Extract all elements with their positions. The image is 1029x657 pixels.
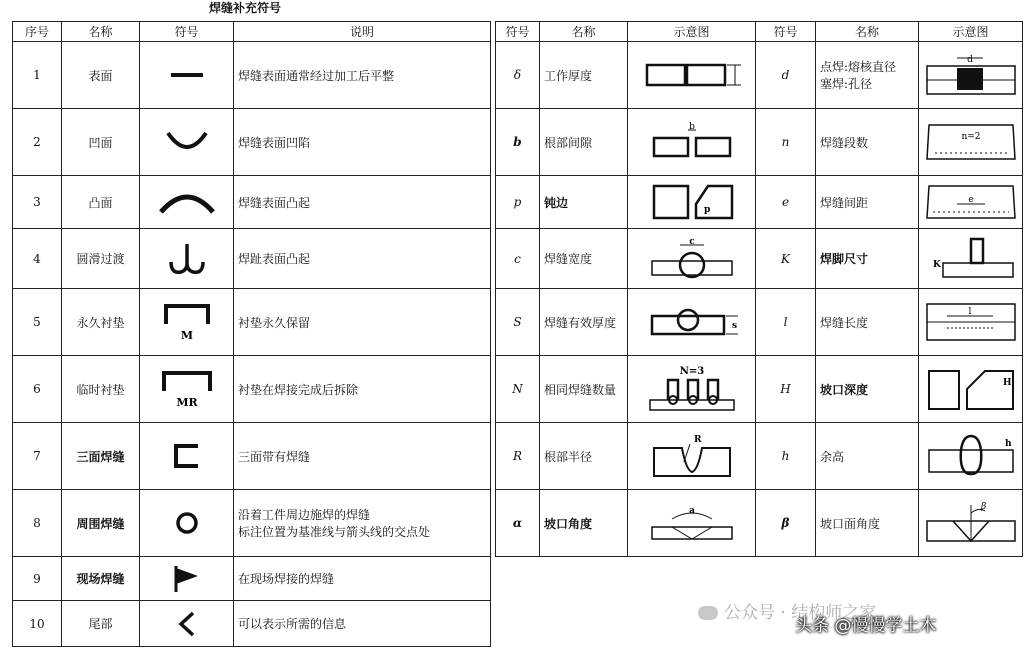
header-desc: 说明: [234, 22, 491, 42]
table-row: [496, 289, 1023, 356]
smooth-transition-icon: [140, 229, 234, 289]
header-symbol: 符号: [140, 22, 234, 42]
segment-count-diagram-icon: [919, 109, 1023, 176]
flag-icon: [140, 557, 234, 601]
symbol-cell: b: [496, 109, 540, 176]
backing-label-mr: MR: [175, 396, 198, 409]
name-cell: 余高: [816, 423, 919, 490]
table-row: [496, 490, 1023, 557]
row-desc-line2: 标注位置为基准线与箭头线的交点处: [238, 525, 431, 539]
name-cell: 坡口面角度: [816, 490, 919, 557]
header-figure: 示意图: [628, 22, 756, 42]
row-name: 凸面: [62, 176, 140, 229]
symbol-cell: H: [756, 356, 816, 423]
root-radius-diagram-icon: [628, 423, 756, 490]
name-line2: 塞焊:孔径: [820, 77, 873, 91]
name-cell: 焊缝有效厚度: [540, 289, 628, 356]
watermark-toutiao: 头条 @慢慢学土木: [795, 616, 937, 636]
name-cell: 焊脚尺寸: [816, 229, 919, 289]
bevel-angle-diagram-icon: [919, 490, 1023, 557]
row-desc: 三面带有焊缝: [234, 423, 491, 490]
page-title: 焊缝补充符号: [208, 1, 281, 15]
symbol-cell: e: [756, 176, 816, 229]
table-row: [13, 356, 491, 423]
table-row: [13, 490, 491, 557]
reinforcement-diagram-icon: [919, 423, 1023, 490]
row-no: 5: [13, 289, 62, 356]
symbol-cell: n: [756, 109, 816, 176]
table-row: [13, 109, 491, 176]
name-cell: 焊缝宽度: [540, 229, 628, 289]
row-desc: [234, 490, 491, 557]
fig-label: s: [731, 321, 737, 331]
name-cell: 根部间隙: [540, 109, 628, 176]
circle-icon: [140, 490, 234, 557]
symbol-cell: R: [496, 423, 540, 490]
root-gap-diagram-icon: [628, 109, 756, 176]
fig-label: a: [688, 506, 695, 516]
symbol-cell: α: [496, 490, 540, 557]
table-row: [496, 423, 1023, 490]
name-cell: [816, 42, 919, 109]
symbol-cell: h: [756, 423, 816, 490]
symbol-cell: p: [496, 176, 540, 229]
weld-length-diagram-icon: [919, 289, 1023, 356]
row-name: 表面: [62, 42, 140, 109]
row-name: 周围焊缝: [62, 490, 140, 557]
row-no: 6: [13, 356, 62, 423]
row-desc: 焊缝表面凹陷: [234, 109, 491, 176]
row-name: 三面焊缝: [62, 423, 140, 490]
header-name: 名称: [816, 22, 919, 42]
header-figure: 示意图: [919, 22, 1023, 42]
backing-label-m: M: [180, 329, 193, 342]
row-name: 尾部: [62, 601, 140, 647]
nugget-diameter-diagram-icon: [919, 42, 1023, 109]
symbol-cell: l: [756, 289, 816, 356]
convex-icon: [140, 176, 234, 229]
row-desc: 焊趾表面凸起: [234, 229, 491, 289]
table-header-row: [496, 22, 1023, 42]
symbol-cell: β: [756, 490, 816, 557]
concave-icon: [140, 109, 234, 176]
flat-line-icon: [140, 42, 234, 109]
root-face-diagram-icon: [628, 176, 756, 229]
tail-icon: [140, 601, 234, 647]
row-desc: 衬垫永久保留: [234, 289, 491, 356]
row-desc: 衬垫在焊接完成后拆除: [234, 356, 491, 423]
header-no: 序号: [13, 22, 62, 42]
table-row: [13, 557, 491, 601]
name-cell: 坡口角度: [540, 490, 628, 557]
row-name: 凹面: [62, 109, 140, 176]
fig-label: β: [981, 502, 987, 512]
watermark-text: 公众号 · 结构师之家: [724, 603, 877, 623]
row-no: 10: [13, 601, 62, 647]
row-no: 7: [13, 423, 62, 490]
wechat-logo-icon: [698, 606, 718, 620]
header-name: 名称: [540, 22, 628, 42]
fig-label: l: [968, 307, 972, 317]
permanent-backing-icon: [140, 289, 234, 356]
fig-label: n=2: [961, 132, 981, 142]
table-row: [496, 109, 1023, 176]
table-row: [496, 356, 1023, 423]
row-desc-line1: 沿着工件周边施焊的焊缝: [238, 508, 371, 522]
row-name: 圆滑过渡: [62, 229, 140, 289]
symbol-cell: c: [496, 229, 540, 289]
fig-label: e: [968, 195, 974, 205]
temporary-backing-icon: [140, 356, 234, 423]
dimension-symbols-table: [495, 21, 1023, 557]
row-no: 2: [13, 109, 62, 176]
fig-label: h: [1005, 439, 1012, 449]
row-desc: 焊缝表面通常经过加工后平整: [234, 42, 491, 109]
row-name: 临时衬垫: [62, 356, 140, 423]
name-cell: 焊缝段数: [816, 109, 919, 176]
table-row: [13, 42, 491, 109]
weld-width-diagram-icon: [628, 229, 756, 289]
table-row: [496, 42, 1023, 109]
table-row: [496, 176, 1023, 229]
effective-thickness-diagram-icon: [628, 289, 756, 356]
svg-text:d: d: [967, 55, 973, 65]
row-desc: 在现场焊接的焊缝: [234, 557, 491, 601]
row-no: 8: [13, 490, 62, 557]
row-no: 9: [13, 557, 62, 601]
table-row: [13, 423, 491, 490]
name-cell: 焊缝间距: [816, 176, 919, 229]
symbol-cell: K: [756, 229, 816, 289]
table-row: [13, 601, 491, 647]
table-header-row: [13, 22, 491, 42]
table-row: [496, 229, 1023, 289]
name-cell: 根部半径: [540, 423, 628, 490]
row-name: 永久衬垫: [62, 289, 140, 356]
row-no: 1: [13, 42, 62, 109]
row-desc: 焊缝表面凸起: [234, 176, 491, 229]
row-name: 现场焊缝: [62, 557, 140, 601]
header-name: 名称: [62, 22, 140, 42]
groove-depth-diagram-icon: [919, 356, 1023, 423]
three-side-icon: [140, 423, 234, 490]
leg-size-diagram-icon: [919, 229, 1023, 289]
symbol-cell: δ: [496, 42, 540, 109]
symbol-cell: S: [496, 289, 540, 356]
name-cell: 坡口深度: [816, 356, 919, 423]
weld-count-diagram-icon: [628, 356, 756, 423]
spacing-diagram-icon: [919, 176, 1023, 229]
table-row: [13, 229, 491, 289]
row-no: 3: [13, 176, 62, 229]
fig-label: K: [933, 259, 941, 270]
table-row: [13, 289, 491, 356]
fig-label: b: [688, 122, 695, 132]
name-cell: 工作厚度: [540, 42, 628, 109]
name-cell: 钝边: [540, 176, 628, 229]
name-cell: 焊缝长度: [816, 289, 919, 356]
table-row: [13, 176, 491, 229]
fig-label: N=3: [679, 366, 704, 377]
name-line1: 点焊:熔核直径: [820, 60, 897, 74]
symbol-cell: d: [756, 42, 816, 109]
name-cell: 相同焊缝数量: [540, 356, 628, 423]
row-no: 4: [13, 229, 62, 289]
fig-label: R: [693, 435, 701, 445]
row-desc: 可以表示所需的信息: [234, 601, 491, 647]
fig-label: c: [688, 236, 695, 247]
fig-label: p: [703, 205, 710, 215]
supplementary-symbols-table: [12, 21, 491, 647]
header-symbol: 符号: [756, 22, 816, 42]
groove-angle-diagram-icon: [628, 490, 756, 557]
thickness-diagram-icon: [628, 42, 756, 109]
fig-label: H: [1003, 378, 1012, 388]
header-symbol: 符号: [496, 22, 540, 42]
symbol-cell: N: [496, 356, 540, 423]
